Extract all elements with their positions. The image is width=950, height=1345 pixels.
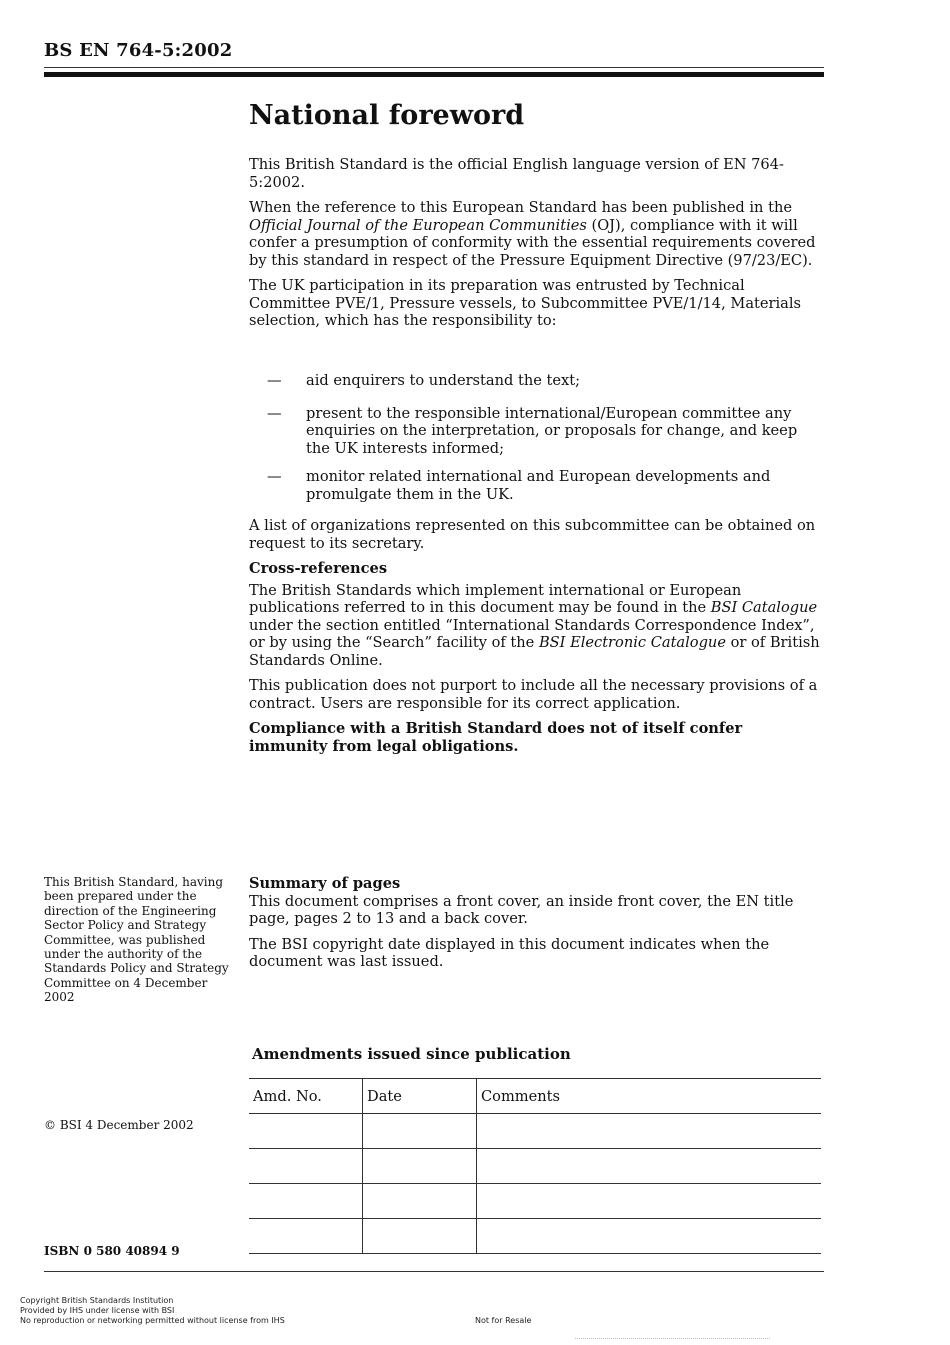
oj-text-before: When the reference to this European Standard has been published in the (249, 199, 792, 216)
provisions-paragraph: This publication does not purport to include all the necessary provisions of a contract. Users are responsible for its correct application. (249, 677, 818, 712)
bsi-electronic-catalogue-ref: BSI Electronic Catalogue (538, 634, 726, 651)
license-line: Copyright British Standards Institution (20, 1296, 174, 1305)
column-header-comments: Comments (477, 1079, 822, 1114)
copyright-date-note: The BSI copyright date displayed in this document indicates when the document was last issued. (249, 935, 770, 970)
bsi-catalogue-ref: BSI Catalogue (710, 599, 818, 616)
table-row (249, 1184, 821, 1219)
table-cell (249, 1184, 363, 1219)
table-header-row (249, 1079, 821, 1114)
list-item (249, 468, 824, 503)
responsibility-list (249, 372, 824, 503)
crossref-text-3: or of British Standards Online. (249, 634, 820, 669)
list-item (249, 405, 824, 458)
header-rule-thick (44, 72, 824, 77)
publication-note: This British Standard, having been prepared under the direction of the Engineering Sector Policy and Strategy Committee, was published under the authority of the Standards Policy and Strategy Committee on 4 December 2002 (44, 875, 229, 1005)
crossref-paragraph (249, 582, 824, 670)
bullet-dash: — (267, 468, 282, 485)
table-cell (249, 1114, 363, 1149)
scan-artifact (575, 1338, 770, 1340)
column-header-amd-no: Amd. No. (249, 1079, 363, 1114)
amendments-table (249, 1078, 821, 1254)
license-footer (20, 1296, 285, 1326)
page-title: National foreword (249, 100, 525, 131)
license-line: Provided by IHS under license with BSI (20, 1306, 175, 1315)
table-row (249, 1219, 821, 1254)
table-cell (477, 1149, 822, 1184)
footer-rule-left (44, 1271, 249, 1272)
crossref-text-2: under the section entitled “International Standards Correspondence Index”, or by using the “Search” facility of the (249, 616, 815, 651)
organizations-paragraph: A list of organizations represented on this subcommittee can be obtained on request to its secretary. (249, 517, 816, 552)
footer-rule (249, 1271, 824, 1272)
table-cell (477, 1184, 822, 1219)
table-cell (363, 1184, 477, 1219)
intro-paragraph: This British Standard is the official English language version of EN 764-5:2002. (249, 156, 784, 191)
oj-text-after: (OJ), compliance with it will confer a presumption of conformity with the essential requirements covered by this standard in respect of the Pressure Equipment Directive (97/23/EC). (249, 216, 816, 269)
table-cell (477, 1114, 822, 1149)
participation-paragraph: The UK participation in its preparation was entrusted by Technical Committee PVE/1, Pressure vessels, to Subcommittee PVE/1/14, Materials selection, which has the responsibility to: (249, 277, 802, 329)
oj-paragraph (249, 199, 824, 269)
intro-section (249, 156, 824, 330)
table-row (249, 1149, 821, 1184)
list-item (249, 372, 824, 390)
crossref-text-1: The British Standards which implement international or European publications referred to in this document may be found in the (249, 581, 742, 616)
summary-text: This document comprises a front cover, an inside front cover, the EN title page, pages 2 to 13 and a back cover. (249, 892, 794, 927)
amendments-title: Amendments issued since publication (252, 1045, 571, 1063)
resale-notice: Not for Resale (475, 1316, 532, 1325)
isbn: ISBN 0 580 40894 9 (44, 1244, 180, 1258)
table-cell (363, 1149, 477, 1184)
summary-section (249, 875, 824, 971)
list-item-text: present to the responsible international/European committee any enquiries on the interpretation, or proposals for change, and keep the UK interests informed; (306, 404, 798, 457)
header-rule-thin (44, 67, 824, 68)
document-id: BS EN 764-5:2002 (44, 40, 233, 61)
table-cell (477, 1219, 822, 1254)
column-header-date: Date (363, 1079, 477, 1114)
table-row (249, 1114, 821, 1149)
table-cell (363, 1219, 477, 1254)
bullet-dash: — (267, 404, 282, 422)
bullet-dash: — (267, 372, 282, 389)
crossref-heading: Cross-references (249, 560, 388, 577)
list-item-text: aid enquirers to understand the text; (306, 372, 581, 389)
list-item-text: monitor related international and European developments and promulgate them in the UK. (306, 468, 771, 503)
summary-heading: Summary of pages (249, 875, 401, 892)
table-cell (249, 1219, 363, 1254)
compliance-statement: Compliance with a British Standard does not of itself confer immunity from legal obligations. (249, 720, 743, 755)
license-line: No reproduction or networking permitted without license from IHS (20, 1316, 285, 1325)
secondary-section (249, 517, 824, 755)
table-cell (363, 1114, 477, 1149)
copyright-notice: © BSI 4 December 2002 (44, 1118, 194, 1132)
oj-journal-title: Official Journal of the European Communities (249, 216, 587, 234)
table-cell (249, 1149, 363, 1184)
